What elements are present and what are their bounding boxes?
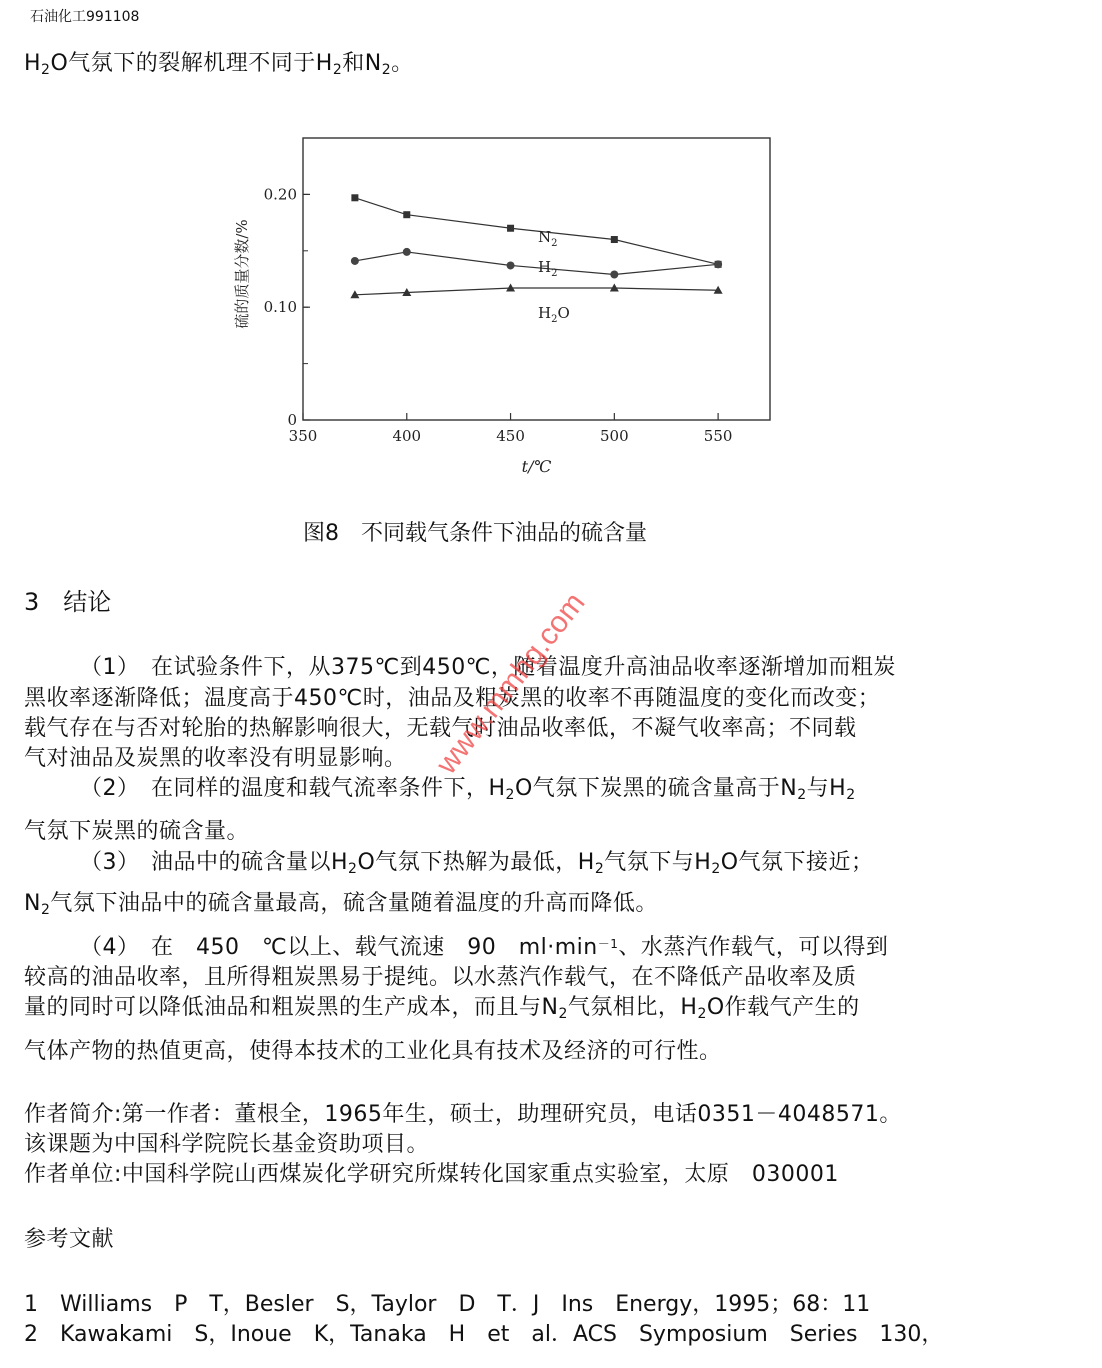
p1-line3: 载气存在与否对轮胎的热解影响很大，无载气时油品收率低，不凝气收率高；不同载 [24, 716, 857, 741]
p4-line3: 量的同时可以降低油品和粗炭黑的生产成本，而且与$N_2$气氛相比，$H_2O$作载气产生的 [24, 995, 860, 1022]
p3-line2: $N_2$气氛下油品中的硫含量最高，硫含量随着温度的升高而降低。 [24, 891, 658, 918]
author-affiliation: 作者单位:中国科学院山西煤炭化学研究所煤转化国家重点实验室，太原 030001 [24, 1162, 839, 1187]
series-label-H2: $H_2$ [538, 258, 558, 279]
plot-frame [303, 138, 770, 420]
data-point-N2 [507, 225, 514, 232]
data-point-H2 [403, 248, 411, 256]
section-heading: 3 结论 [24, 588, 112, 616]
p3-line1: （3） 油品中的硫含量以$H_2O$气氛下热解为最低，$H_2$气氛下与$H_2O$气氛下接近； [80, 850, 874, 877]
p2-line1: （2） 在同样的温度和载气流率条件下，$H_2O$气氛下炭黑的硫含量高于$N_2$与$H_2$ [80, 776, 856, 803]
data-point-N2 [611, 236, 618, 243]
x-tick-label: 400 [392, 427, 422, 445]
data-point-H2 [351, 257, 359, 265]
reference-item: 2 Kawakami S，Inoue K，Tanaka H et al．ACS Symposium Series 130， [24, 1322, 944, 1347]
data-point-H2 [507, 261, 515, 269]
series-line-H2 [355, 252, 718, 275]
x-tick-label: 500 [600, 427, 629, 445]
data-point-H2 [714, 260, 722, 268]
intro-line: $H_2O$气氛下的裂解机理不同于$H_2$和$N_2$。 [24, 51, 414, 78]
p1-line1: （1） 在试验条件下，从375℃到450℃，随着温度升高油品收率逐渐增加而粗炭 [80, 655, 896, 680]
plot-area [233, 138, 770, 476]
reference-item: 1 Williams P T，Besler S，Taylor D T．J Ins Energy，1995；68：11 [24, 1292, 871, 1317]
references-heading: 参考文献 [24, 1227, 115, 1252]
series-label-H2O: $H_2O$ [538, 304, 570, 325]
x-tick-label: 350 [288, 427, 318, 445]
x-tick-label: 450 [496, 427, 525, 445]
sulfur-chart [220, 130, 800, 490]
y-tick-label: 0 [287, 411, 297, 429]
p4-line1: （4） 在 450 ℃以上、载气流速 90 $ml\cdot\min^{-1}$、水蒸汽作载气，可以得到 [80, 935, 889, 960]
y-axis-label: 硫的质量分数/% [233, 219, 251, 329]
p1-line2: 黑收率逐渐降低；温度高于450℃时，油品及粗炭黑的收率不再随温度的变化而改变； [24, 686, 881, 711]
p4-line2: 较高的油品收率，且所得粗炭黑易于提纯。以水蒸汽作载气，在不降低产品收率及质 [24, 965, 857, 990]
data-point-N2 [403, 211, 410, 218]
watermark: www.mmhg.com [430, 586, 592, 781]
figure-caption: 图8 不同载气条件下油品的硫含量 [303, 521, 647, 546]
data-point-N2 [351, 194, 358, 201]
funding-note: 该课题为中国科学院院长基金资助项目。 [24, 1132, 430, 1157]
p2-line2: 气氛下炭黑的硫含量。 [24, 819, 250, 844]
data-point-H2 [610, 270, 618, 278]
y-tick-label: 0.10 [263, 298, 297, 317]
author-intro: 作者简介:第一作者：董根全，1965年生，硕士，助理研究员，电话0351－4048571。 [24, 1102, 902, 1127]
p4-line4: 气体产物的热值更高，使得本技术的工业化具有技术及经济的可行性。 [24, 1039, 722, 1064]
running-header: 石油化工991108 [30, 9, 140, 25]
series-label-N2: $N_2$ [538, 228, 558, 249]
x-tick-label: 550 [703, 427, 733, 445]
p1-line4: 气对油品及炭黑的收率没有明显影响。 [24, 746, 407, 771]
x-axis-label: t/℃ [521, 457, 552, 476]
y-tick-label: 0.20 [263, 185, 297, 204]
